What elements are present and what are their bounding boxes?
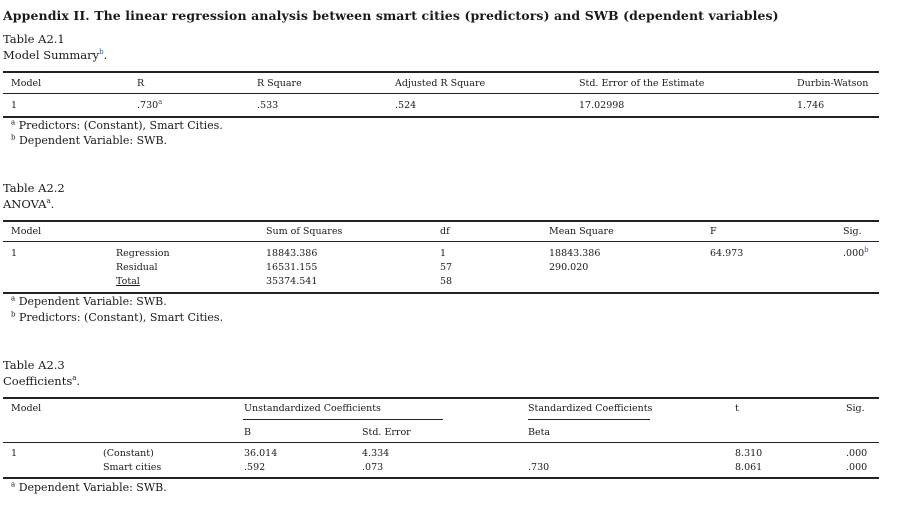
t2-row-total-ss: 35374.541 [266,276,318,287]
table-a2-1-label: Table A2.1 [3,32,65,46]
t2-row-residual-df: 57 [440,262,453,273]
table-a2-1-bottom-rule [3,116,879,118]
table-a2-1-title: Model Summary$^b$. [3,48,108,62]
t3-unstandardized-group-rule [243,419,443,420]
t2-header-model: Model [11,226,42,237]
t1-note-b: $^b$ Dependent Variable: SWB. [11,133,168,147]
t3-row-smart-cities-se: .073 [362,462,384,473]
table-a2-3-bottom-rule [3,477,879,479]
t3-row-smart-cities-b: .592 [244,462,266,473]
t1-cell-r-square: .533 [257,100,279,111]
t1-header-durbin-watson: Durbin-Watson [797,78,869,89]
t2-row-regression-df: 1 [440,248,447,259]
table-a2-2-title: ANOVA$^a$. [3,197,55,211]
t3-row-constant-t: 8.310 [735,448,763,459]
t2-header-sig: Sig. [843,226,862,237]
table-a2-3-title: Coefficients$^a$. [3,374,81,388]
t2-row-residual-ss: 16531.155 [266,262,318,273]
t1-header-model: Model [11,78,42,89]
t1-header-r-square: R Square [257,78,302,89]
t2-header-f: F [710,226,717,237]
t3-row-constant-name: (Constant) [103,448,154,459]
t1-note-a: $^a$ Predictors: (Constant), Smart Cities. [11,118,223,132]
t2-row-regression-ss: 18843.386 [266,248,318,259]
table-a2-2-top-rule [3,220,879,222]
t3-row-smart-cities-t: 8.061 [735,462,763,473]
t1-cell-durbin-watson: 1.746 [797,100,825,111]
t3-header-unstandardized: Unstandardized Coefficients [244,403,381,414]
t2-header-mean-square: Mean Square [549,226,614,237]
t3-header-model: Model [11,403,42,414]
t3-standardized-group-rule [528,419,650,420]
table-a2-3-header-rule [3,442,879,443]
t2-row-regression-f: 64.973 [710,248,744,259]
t1-cell-model: 1 [11,100,18,111]
t1-cell-adj-r-square: .524 [395,100,417,111]
appendix-title: Appendix II. The linear regression analysis between smart cities (predictors) and SWB (dependent variables) [3,8,779,23]
t3-row-constant-se: 4.334 [362,448,390,459]
t3-row-smart-cities-name: Smart cities [103,462,162,473]
t1-cell-std-error: 17.02998 [579,100,625,111]
table-a2-2-bottom-rule [3,292,879,294]
t1-header-std-error: Std. Error of the Estimate [579,78,705,89]
table-a2-2-header-rule [3,241,879,242]
t2-row-regression-name: Regression [116,248,170,259]
t2-cell-model: 1 [11,248,18,259]
t3-row-constant-sig: .000 [846,448,868,459]
table-a2-3-top-rule [3,397,879,399]
t3-cell-model: 1 [11,448,18,459]
t2-note-b: $^b$ Predictors: (Constant), Smart Cities. [11,310,224,324]
table-a2-1-top-rule [3,71,879,73]
t1-cell-r: .730$^a$ [137,97,163,111]
t3-row-constant-b: 36.014 [244,448,278,459]
table-a2-3-label: Table A2.3 [3,358,65,372]
t1-header-r: R [137,78,145,89]
t2-header-sum-of-squares: Sum of Squares [266,226,343,237]
t3-header-t: t [735,403,739,414]
t2-row-total-name: Total [116,276,140,287]
t3-header-std-error: Std. Error [362,427,411,438]
table-a2-1-header-rule [3,93,879,94]
t2-row-regression-sig: .000$^b$ [843,245,869,259]
t2-row-total-df: 58 [440,276,453,287]
t2-header-df: df [440,226,450,237]
t3-header-b: B [244,427,251,438]
t2-row-residual-ms: 290.020 [549,262,589,273]
t2-row-regression-ms: 18843.386 [549,248,601,259]
t3-header-beta: Beta [528,427,551,438]
t3-header-sig: Sig. [846,403,865,414]
t3-note-a: $^a$ Dependent Variable: SWB. [11,480,167,494]
t3-row-smart-cities-sig: .000 [846,462,868,473]
t2-row-residual-name: Residual [116,262,158,273]
t1-header-adj-r-square: Adjusted R Square [395,78,486,89]
table-a2-2-label: Table A2.2 [3,181,65,195]
t3-row-smart-cities-beta: .730 [528,462,550,473]
t3-header-standardized: Standardized Coefficients [528,403,653,414]
t2-note-a: $^a$ Dependent Variable: SWB. [11,294,167,308]
